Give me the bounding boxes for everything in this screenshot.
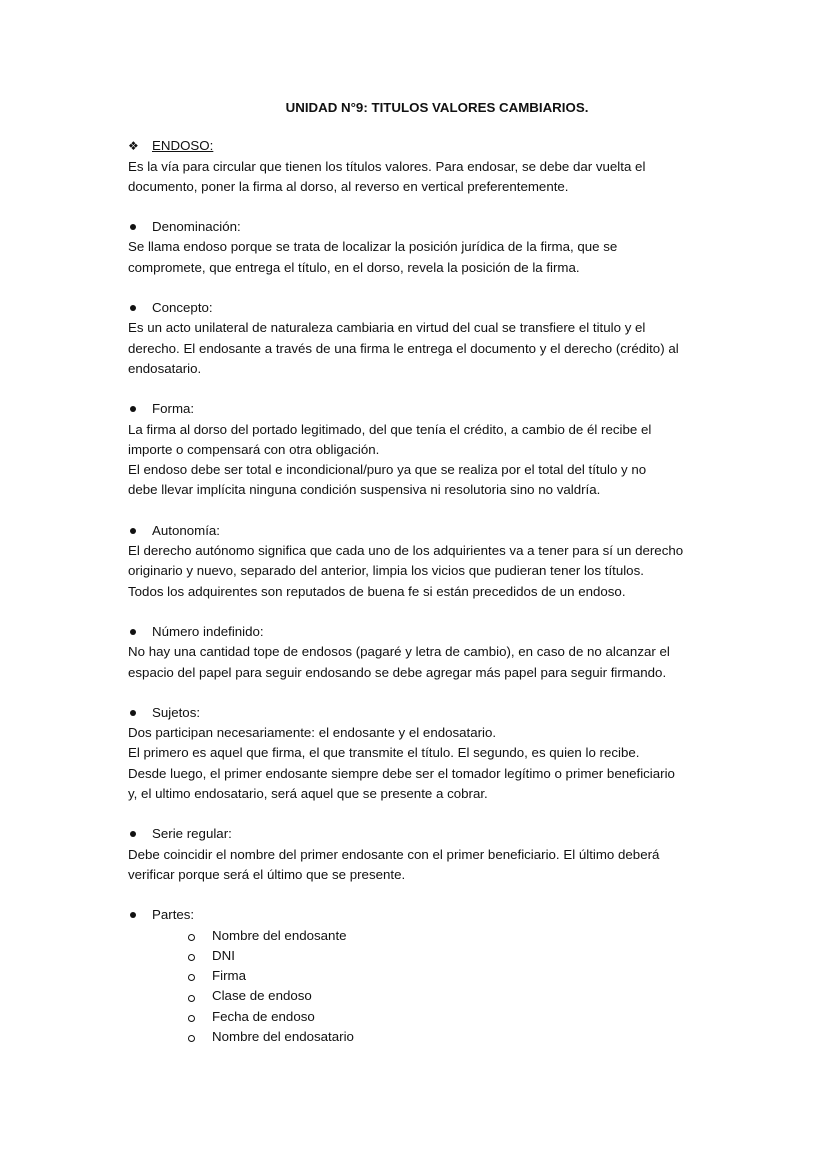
circle-bullet-icon xyxy=(187,966,212,986)
endoso-line: Es la vía para circular que tienen los títulos valores. Para endosar, se debe dar vuelta el xyxy=(128,158,646,174)
section-serie-regular xyxy=(128,824,728,885)
bullet-icon xyxy=(128,703,152,723)
section-line: El primero es aquel que firma, el que transmite el título. El segundo, es quien lo recibe. xyxy=(128,745,640,761)
bullet-icon xyxy=(128,905,152,925)
section-line: El endoso debe ser total e incondicional/puro ya que se realiza por el total del título y no xyxy=(128,462,647,478)
section-endoso xyxy=(128,136,728,197)
section-autonomia xyxy=(128,521,728,602)
section-heading: Denominación: xyxy=(152,219,241,235)
list-item-label: Nombre del endosatario xyxy=(212,1028,354,1044)
section-partes xyxy=(128,905,728,1047)
section-line: espacio del papel para seguir endosando se debe agregar más papel para seguir firmando. xyxy=(128,664,667,680)
section-heading-row xyxy=(128,703,728,723)
section-concepto xyxy=(128,298,728,379)
list-item xyxy=(187,1007,728,1027)
endoso-line: documento, poner la firma al dorso, al reverso en vertical preferentemente. xyxy=(128,178,569,194)
section-heading: Autonomía: xyxy=(152,522,221,538)
bullet-icon xyxy=(128,399,152,419)
bullet-icon xyxy=(128,217,152,237)
circle-bullet-icon xyxy=(187,946,212,966)
endoso-heading-row xyxy=(128,136,728,156)
section-sujetos xyxy=(128,703,728,804)
list-item-label: DNI xyxy=(212,947,235,963)
section-heading-row xyxy=(128,217,728,237)
document-title: UNIDAD N°9: TITULOS VALORES CAMBIARIOS. xyxy=(285,100,589,115)
section-line: Todos los adquirentes son reputados de buena fe si están precedidos de un endoso. xyxy=(128,583,626,599)
list-item xyxy=(187,946,728,966)
section-line: Desde luego, el primer endosante siempre debe ser el tomador legítimo o primer beneficiario xyxy=(128,765,675,781)
section-forma xyxy=(128,399,728,500)
section-line: originario y nuevo, separado del anterior, limpia los vicios que pudieran tener los títulos. xyxy=(128,563,644,579)
circle-bullet-icon xyxy=(187,987,212,1007)
list-item xyxy=(187,986,728,1006)
list-item-label: Clase de endoso xyxy=(212,988,312,1004)
section-heading: Partes: xyxy=(152,907,195,923)
endoso-heading: ENDOSO: xyxy=(152,138,214,154)
section-line: derecho. El endosante a través de una firma le entrega el documento y el derecho (crédito) al xyxy=(128,340,679,356)
circle-bullet-icon xyxy=(187,926,212,946)
section-line: Es un acto unilateral de naturaleza cambiaria en virtud del cual se transfiere el titulo y el xyxy=(128,320,646,336)
document-page xyxy=(128,98,728,1067)
bullet-icon xyxy=(128,298,152,318)
section-heading: Forma: xyxy=(152,401,195,417)
list-item xyxy=(187,966,728,986)
section-heading-row xyxy=(128,298,728,318)
section-line: Debe coincidir el nombre del primer endosante con el primer beneficiario. El último deberá xyxy=(128,846,660,862)
section-line: y, el ultimo endosatario, será aquel que se presente a cobrar. xyxy=(128,786,488,802)
section-numero-indefinido xyxy=(128,622,728,683)
section-heading: Concepto: xyxy=(152,300,213,316)
diamond-bullet-icon: ❖ xyxy=(128,139,139,154)
section-heading-row xyxy=(128,521,728,541)
circle-bullet-icon xyxy=(187,1007,212,1027)
section-heading: Número indefinido: xyxy=(152,623,264,639)
section-line: verificar porque será el último que se presente. xyxy=(128,866,406,882)
section-denominacion xyxy=(128,217,728,278)
bullet-icon xyxy=(128,824,152,844)
list-item-label: Fecha de endoso xyxy=(212,1008,315,1024)
bullet-icon xyxy=(128,521,152,541)
section-line: endosatario. xyxy=(128,360,202,376)
section-line: Dos participan necesariamente: el endosante y el endosatario. xyxy=(128,725,497,741)
section-line: debe llevar implícita ninguna condición suspensiva ni resolutoria sino no valdría. xyxy=(128,482,601,498)
list-item-label: Firma xyxy=(212,968,246,984)
section-line: El derecho autónomo significa que cada uno de los adquirientes va a tener para sí un derecho xyxy=(128,543,684,559)
bullet-icon xyxy=(128,622,152,642)
section-heading-row xyxy=(128,399,728,419)
list-item-label: Nombre del endosante xyxy=(212,927,347,943)
circle-bullet-icon xyxy=(187,1027,212,1047)
section-heading: Serie regular: xyxy=(152,826,232,842)
list-item xyxy=(187,1027,728,1047)
section-line: compromete, que entrega el título, en el dorso, revela la posición de la firma. xyxy=(128,259,580,275)
section-line: No hay una cantidad tope de endosos (pagaré y letra de cambio), en caso de no alcanzar el xyxy=(128,644,670,660)
section-heading-row xyxy=(128,905,728,925)
section-heading-row xyxy=(128,622,728,642)
section-line: Se llama endoso porque se trata de localizar la posición jurídica de la firma, que se xyxy=(128,239,618,255)
partes-list xyxy=(128,926,728,1048)
section-line: importe o compensará con otra obligación. xyxy=(128,441,380,457)
list-item xyxy=(187,926,728,946)
section-line: La firma al dorso del portado legitimado, del que tenía el crédito, a cambio de él recibe el xyxy=(128,421,652,437)
section-heading-row xyxy=(128,824,728,844)
section-heading: Sujetos: xyxy=(152,704,201,720)
